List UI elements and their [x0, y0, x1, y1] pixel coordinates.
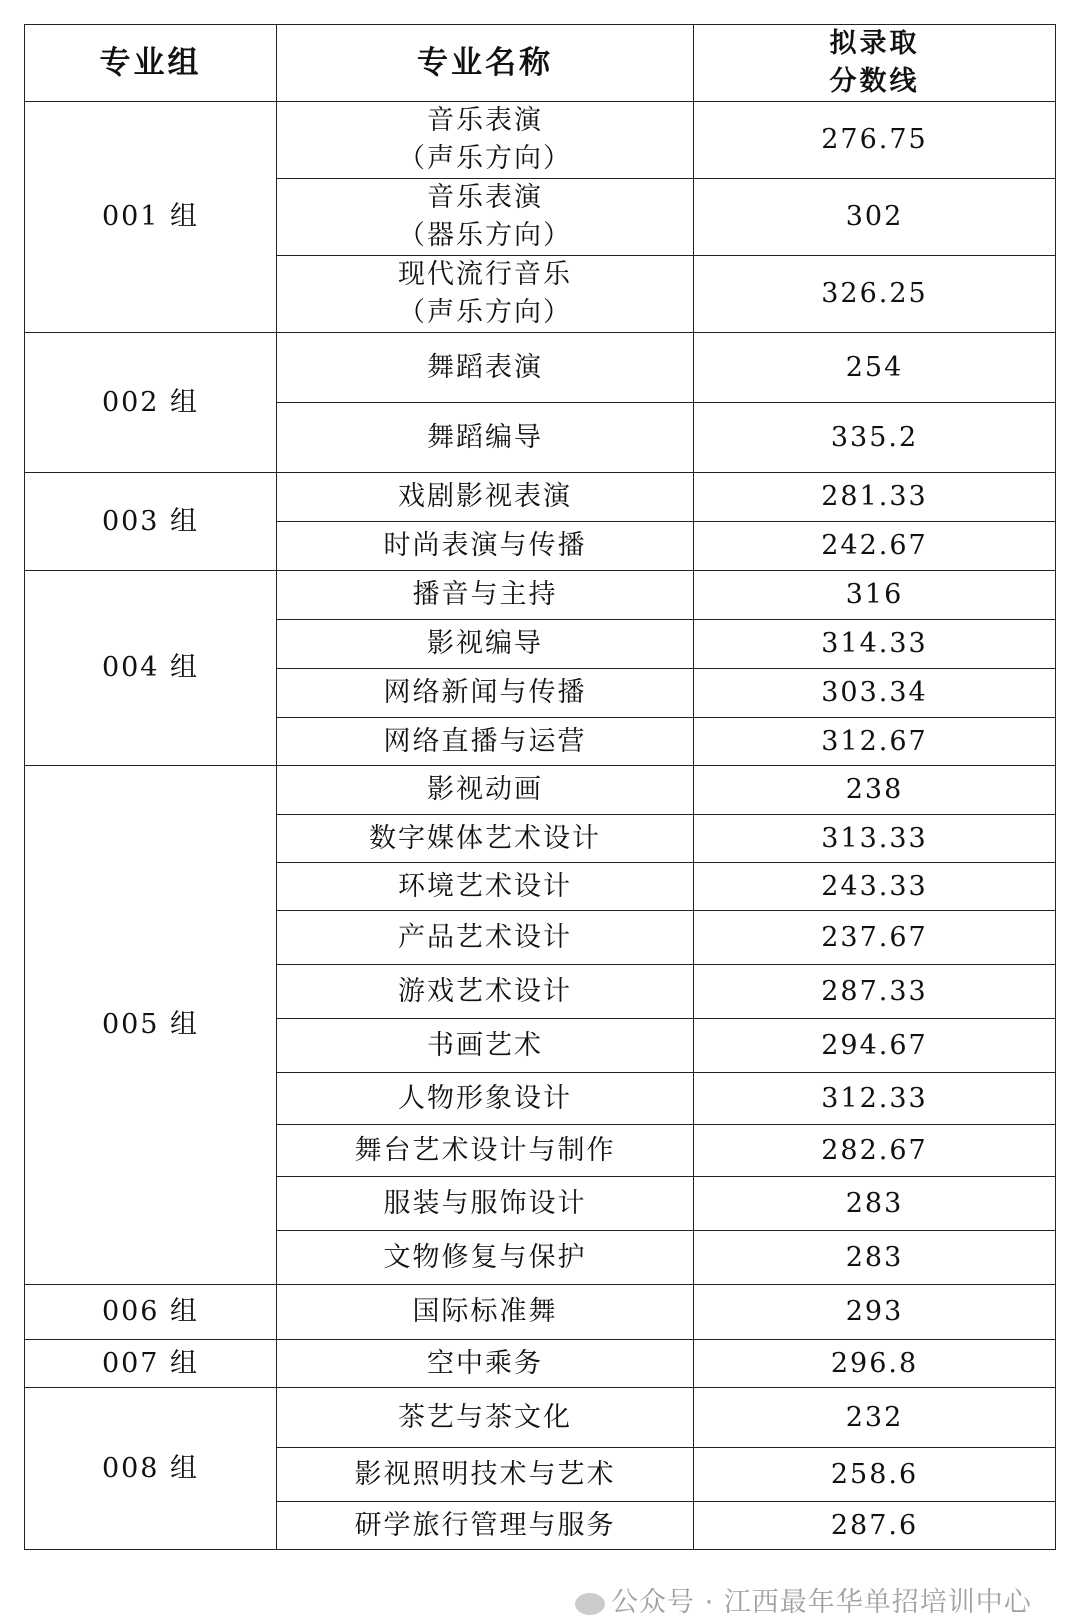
- major-cell: [277, 179, 694, 256]
- score-cell: 287.6: [694, 1502, 1056, 1550]
- score-cell: 294.67: [694, 1019, 1056, 1073]
- major-name-line: 戏剧影视表演: [398, 481, 572, 512]
- major-cell: [277, 473, 694, 522]
- score-cell: 283: [694, 1177, 1056, 1231]
- major-cell: [277, 766, 694, 815]
- score-cell: 242.67: [694, 522, 1056, 571]
- major-cell: [277, 1231, 694, 1285]
- major-cell: [277, 1073, 694, 1125]
- watermark-text: 公众号 · 江西最年华单招培训中心: [611, 1587, 1032, 1618]
- major-cell: [277, 256, 694, 333]
- header-score-line2: 分数线: [829, 66, 920, 97]
- score-cell: 303.34: [694, 669, 1056, 718]
- major-cell: [277, 1177, 694, 1231]
- score-cell: 254: [694, 333, 1056, 403]
- table-row: [25, 473, 1056, 522]
- major-name-line: （声乐方向）: [398, 143, 572, 174]
- score-cell: 287.33: [694, 965, 1056, 1019]
- major-cell: [277, 620, 694, 669]
- major-cell: [277, 911, 694, 965]
- score-cell: 316: [694, 571, 1056, 620]
- major-cell: [277, 1285, 694, 1340]
- table-row: [25, 1388, 1056, 1448]
- major-name-line: 舞蹈表演: [427, 351, 543, 383]
- major-cell: [277, 863, 694, 911]
- major-name-line: 时尚表演与传播: [383, 530, 587, 561]
- major-name-line: 服装与服饰设计: [383, 1187, 587, 1219]
- major-name-line: （器乐方向）: [398, 220, 572, 251]
- score-cell: 237.67: [694, 911, 1056, 965]
- major-cell: [277, 718, 694, 766]
- table-row: [25, 571, 1056, 620]
- major-name-line: 舞台艺术设计与制作: [354, 1134, 616, 1166]
- major-name-line: 影视编导: [427, 628, 543, 659]
- major-cell: [277, 1502, 694, 1550]
- major-name-line: 影视照明技术与艺术: [354, 1458, 616, 1490]
- major-name-line: 播音与主持: [412, 579, 558, 610]
- score-cell: 276.75: [694, 102, 1056, 179]
- major-name-line: 产品艺术设计: [398, 921, 572, 953]
- score-cell: 326.25: [694, 256, 1056, 333]
- admission-score-table: [24, 24, 1056, 1550]
- major-cell: [277, 965, 694, 1019]
- wechat-icon: [575, 1593, 605, 1615]
- major-cell: [277, 1125, 694, 1177]
- major-cell: [277, 1019, 694, 1073]
- major-name-line: 文物修复与保护: [383, 1241, 587, 1273]
- score-cell: 312.33: [694, 1073, 1056, 1125]
- score-cell: 314.33: [694, 620, 1056, 669]
- major-name-line: 环境艺术设计: [398, 870, 572, 902]
- group-cell: 005 组: [25, 766, 277, 1285]
- score-cell: 281.33: [694, 473, 1056, 522]
- major-cell: [277, 1340, 694, 1388]
- group-cell: 003 组: [25, 473, 277, 571]
- major-cell: [277, 669, 694, 718]
- major-cell: [277, 815, 694, 863]
- header-group: 专业组: [25, 25, 277, 102]
- group-cell: 001 组: [25, 102, 277, 333]
- score-cell: 243.33: [694, 863, 1056, 911]
- major-cell: [277, 571, 694, 620]
- group-cell: 004 组: [25, 571, 277, 766]
- table-row: [25, 1285, 1056, 1340]
- major-cell: [277, 403, 694, 473]
- major-name-line: 现代流行音乐: [398, 259, 572, 290]
- major-name-line: 人物形象设计: [398, 1082, 572, 1114]
- table-row: [25, 1340, 1056, 1388]
- table-row: [25, 102, 1056, 179]
- header-row: [25, 25, 1056, 102]
- group-cell: 006 组: [25, 1285, 277, 1340]
- watermark: [575, 1580, 1032, 1619]
- score-cell: 293: [694, 1285, 1056, 1340]
- table-row: [25, 333, 1056, 403]
- group-cell: 002 组: [25, 333, 277, 473]
- major-name-line: 网络新闻与传播: [383, 677, 587, 708]
- major-name-line: 影视动画: [427, 774, 543, 805]
- header-score-line1: 拟录取: [829, 28, 920, 59]
- major-cell: [277, 522, 694, 571]
- major-name-line: 舞蹈编导: [427, 421, 543, 453]
- header-major: 专业名称: [277, 25, 694, 102]
- header-score: [694, 25, 1056, 102]
- major-name-line: 音乐表演: [427, 105, 543, 136]
- major-name-line: 游戏艺术设计: [398, 975, 572, 1007]
- major-name-line: 国际标准舞: [412, 1296, 558, 1327]
- score-cell: 283: [694, 1231, 1056, 1285]
- score-cell: 282.67: [694, 1125, 1056, 1177]
- table-row: [25, 766, 1056, 815]
- score-cell: 335.2: [694, 403, 1056, 473]
- major-cell: [277, 102, 694, 179]
- table-body: [25, 25, 1056, 1550]
- major-name-line: 网络直播与运营: [383, 725, 587, 757]
- major-name-line: 书画艺术: [427, 1029, 543, 1061]
- group-cell: 007 组: [25, 1340, 277, 1388]
- score-cell: 238: [694, 766, 1056, 815]
- score-cell: 302: [694, 179, 1056, 256]
- score-cell: 258.6: [694, 1448, 1056, 1502]
- score-cell: 232: [694, 1388, 1056, 1448]
- major-name-line: 研学旅行管理与服务: [354, 1509, 616, 1541]
- major-name-line: （声乐方向）: [398, 297, 572, 328]
- major-name-line: 数字媒体艺术设计: [369, 822, 601, 854]
- score-cell: 313.33: [694, 815, 1056, 863]
- score-cell: 312.67: [694, 718, 1056, 766]
- group-cell: 008 组: [25, 1388, 277, 1550]
- score-cell: 296.8: [694, 1340, 1056, 1388]
- major-name-line: 音乐表演: [427, 182, 543, 213]
- major-cell: [277, 333, 694, 403]
- major-name-line: 茶艺与茶文化: [398, 1401, 572, 1433]
- major-name-line: 空中乘务: [427, 1347, 543, 1379]
- major-cell: [277, 1448, 694, 1502]
- major-cell: [277, 1388, 694, 1448]
